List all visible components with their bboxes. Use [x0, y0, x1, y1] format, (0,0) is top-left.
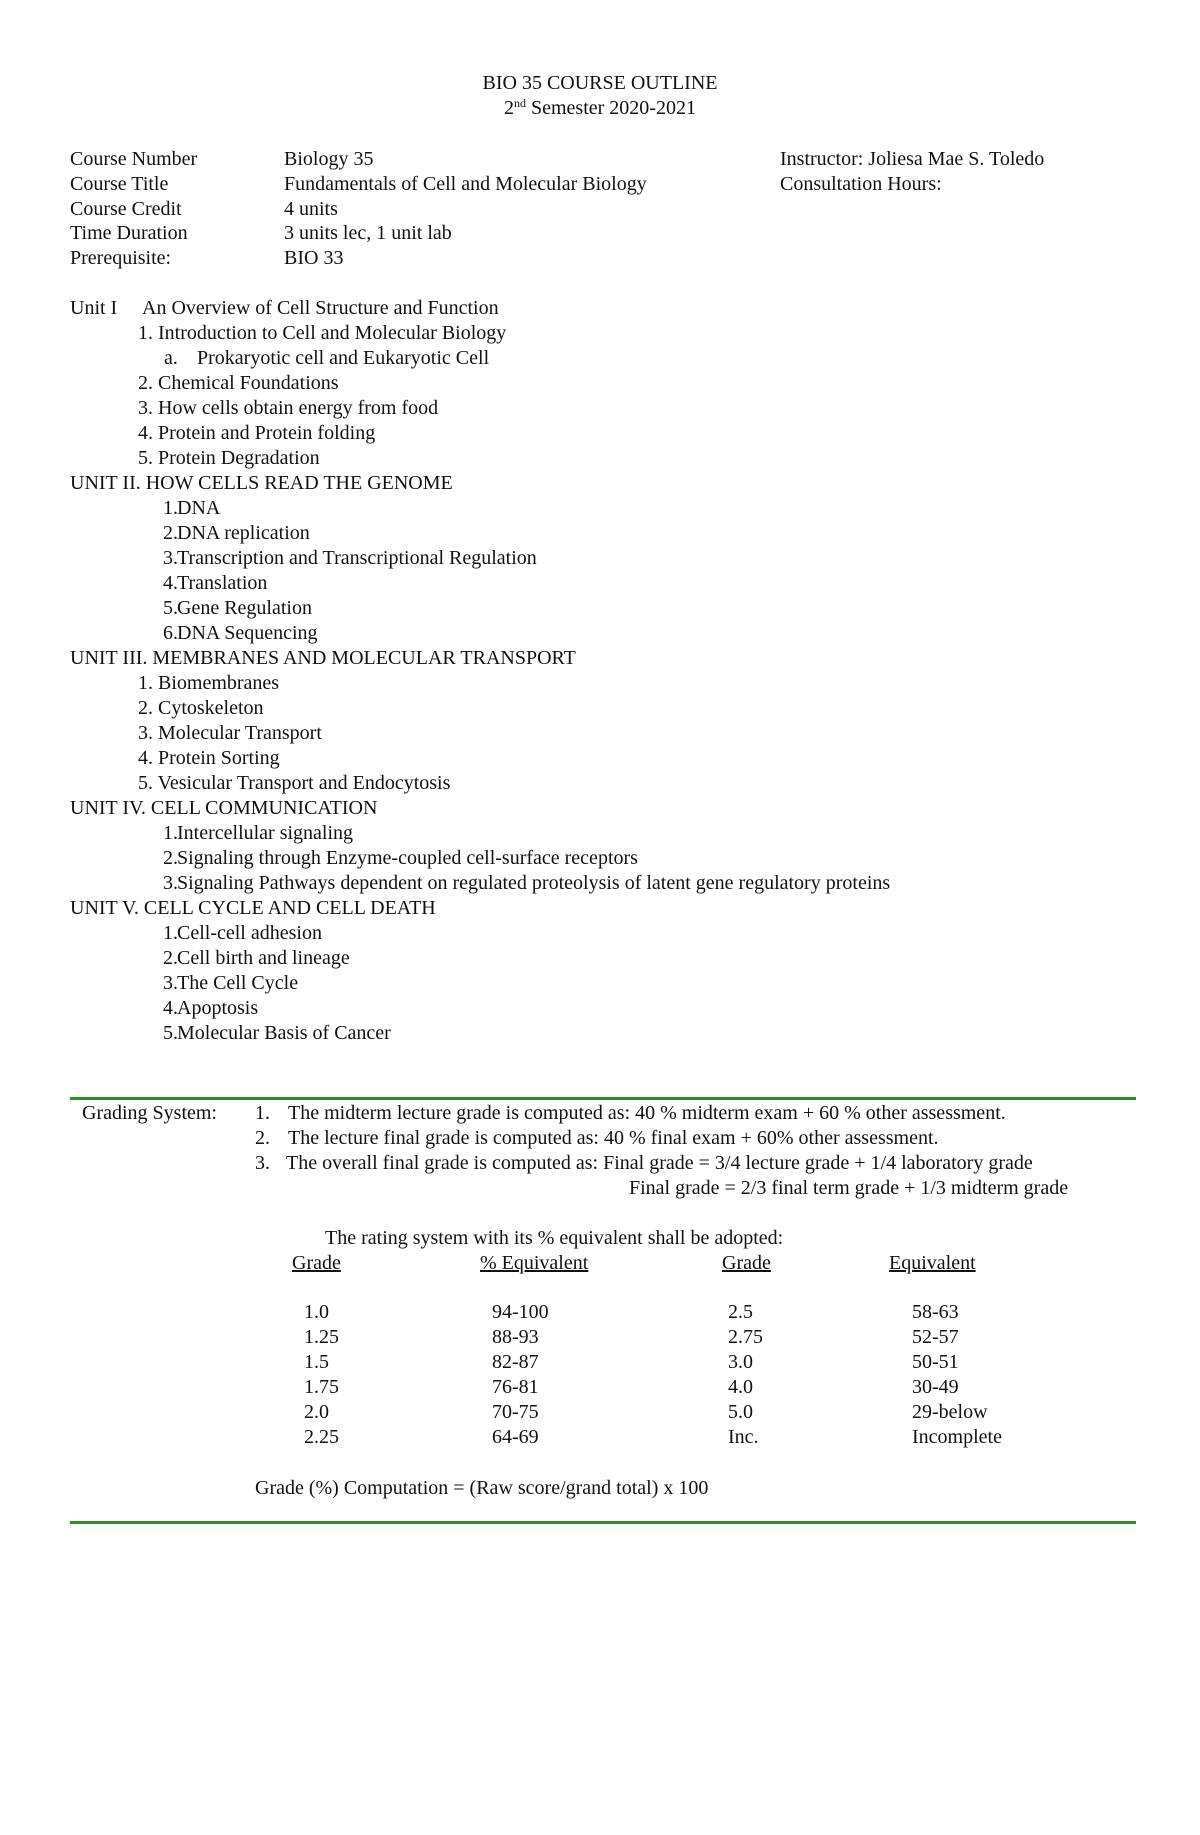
unit-1-label: Unit I	[70, 297, 118, 319]
list-item: 1. Introduction to Cell and Molecular Biology	[138, 322, 507, 344]
list-item: 2. Cytoskeleton	[138, 697, 264, 719]
table-cell: Incomplete	[912, 1426, 1002, 1448]
table-cell: 1.5	[304, 1351, 329, 1373]
table-cell: 94-100	[492, 1301, 549, 1323]
divider-top	[70, 1097, 1136, 1100]
list-item: 1. Biomembranes	[138, 672, 280, 694]
list-item: Apoptosis	[177, 997, 259, 1019]
table-cell: 52-57	[912, 1326, 959, 1348]
list-item: Molecular Basis of Cancer	[177, 1022, 391, 1044]
list-item: DNA	[177, 497, 221, 519]
list-item: 5. Protein Degradation	[138, 447, 320, 469]
grading-rule-number: 2.	[255, 1127, 270, 1149]
table-cell: 64-69	[492, 1426, 539, 1448]
list-item-number: 2.	[163, 947, 178, 969]
unit-2-heading: UNIT II. HOW CELLS READ THE GENOME	[70, 472, 453, 494]
course-title-label: Course Title	[70, 173, 169, 195]
table-cell: 82-87	[492, 1351, 539, 1373]
list-item: Signaling through Enzyme-coupled cell-surface receptors	[177, 847, 638, 869]
grade-computation: Grade (%) Computation = (Raw score/grand total) x 100	[255, 1477, 709, 1499]
table-cell: 2.0	[304, 1401, 329, 1423]
list-item: Gene Regulation	[177, 597, 312, 619]
time-duration-label: Time Duration	[70, 222, 188, 244]
grading-rule: The midterm lecture grade is computed as: 40 % midterm exam + 60 % other assessment.	[288, 1102, 1006, 1124]
instructor: Instructor: Joliesa Mae S. Toledo	[780, 148, 1045, 170]
table-header-grade: Grade	[292, 1252, 341, 1274]
list-item: DNA Sequencing	[177, 622, 318, 644]
prerequisite-value: BIO 33	[284, 247, 344, 269]
grading-rule-number: 3.	[255, 1152, 270, 1174]
table-cell: 1.0	[304, 1301, 329, 1323]
course-number-value: Biology 35	[284, 148, 374, 170]
table-cell: Inc.	[728, 1426, 759, 1448]
consultation-hours: Consultation Hours:	[780, 173, 942, 195]
list-item: 2. Chemical Foundations	[138, 372, 339, 394]
list-item: Transcription and Transcriptional Regulation	[177, 547, 537, 569]
list-item-number: 4.	[163, 572, 178, 594]
table-cell: 2.75	[728, 1326, 763, 1348]
list-item-number: 1.	[163, 922, 178, 944]
list-item-number: 3.	[163, 972, 178, 994]
divider-bottom	[70, 1521, 1136, 1524]
course-credit-value: 4 units	[284, 198, 338, 220]
list-item-number: 2.	[163, 522, 178, 544]
list-item: Intercellular signaling	[177, 822, 354, 844]
list-item-number: 6.	[163, 622, 178, 644]
list-item-number: 5.	[163, 597, 178, 619]
list-item: 4. Protein and Protein folding	[138, 422, 376, 444]
semester-line: 2nd Semester 2020-2021	[504, 96, 696, 119]
grading-rule: The overall final grade is computed as: Final grade = 3/4 lecture grade + 1/4 laboratory grade	[286, 1152, 1033, 1174]
table-cell: 2.5	[728, 1301, 753, 1323]
sub-item-letter: a.	[164, 347, 178, 369]
rating-intro: The rating system with its % equivalent shall be adopted:	[325, 1227, 784, 1249]
table-cell: 88-93	[492, 1326, 539, 1348]
sub-item: Prokaryotic cell and Eukaryotic Cell	[197, 347, 490, 369]
table-cell: 29-below	[912, 1401, 988, 1423]
table-header-equivalent: Equivalent	[889, 1252, 976, 1274]
list-item: Translation	[177, 572, 268, 594]
time-duration-value: 3 units lec, 1 unit lab	[284, 222, 452, 244]
list-item-number: 2.	[163, 847, 178, 869]
list-item: Cell birth and lineage	[177, 947, 350, 969]
table-cell: 1.75	[304, 1376, 339, 1398]
grading-system-label: Grading System:	[82, 1102, 217, 1124]
unit-4-heading: UNIT IV. CELL COMMUNICATION	[70, 797, 378, 819]
list-item-number: 5.	[163, 1022, 178, 1044]
table-header-grade-2: Grade	[722, 1252, 771, 1274]
unit-3-heading: UNIT III. MEMBRANES AND MOLECULAR TRANSPORT	[70, 647, 576, 669]
table-cell: 2.25	[304, 1426, 339, 1448]
list-item-number: 3.	[163, 547, 178, 569]
document-title: BIO 35 COURSE OUTLINE	[482, 72, 718, 94]
list-item: Cell-cell adhesion	[177, 922, 322, 944]
table-cell: 50-51	[912, 1351, 959, 1373]
course-credit-label: Course Credit	[70, 198, 182, 220]
unit-5-heading: UNIT V. CELL CYCLE AND CELL DEATH	[70, 897, 436, 919]
course-title-value: Fundamentals of Cell and Molecular Biology	[284, 173, 647, 195]
table-cell: 76-81	[492, 1376, 539, 1398]
table-cell: 70-75	[492, 1401, 539, 1423]
table-cell: 1.25	[304, 1326, 339, 1348]
list-item-number: 1.	[163, 822, 178, 844]
list-item: The Cell Cycle	[177, 972, 299, 994]
table-cell: 3.0	[728, 1351, 753, 1373]
prerequisite-label: Prerequisite:	[70, 247, 172, 269]
table-cell: 5.0	[728, 1401, 753, 1423]
list-item: 3. Molecular Transport	[138, 722, 322, 744]
grading-rule-continuation: Final grade = 2/3 final term grade + 1/3 midterm grade	[629, 1177, 1069, 1199]
list-item-number: 1.	[163, 497, 178, 519]
list-item: 3. How cells obtain energy from food	[138, 397, 439, 419]
table-cell: 30-49	[912, 1376, 959, 1398]
table-cell: 4.0	[728, 1376, 753, 1398]
list-item: 5. Vesicular Transport and Endocytosis	[138, 772, 451, 794]
course-number-label: Course Number	[70, 148, 198, 170]
list-item: DNA replication	[177, 522, 310, 544]
list-item: 4. Protein Sorting	[138, 747, 280, 769]
table-header-percent-equivalent: % Equivalent	[480, 1252, 589, 1274]
grading-rule: The lecture final grade is computed as: 40 % final exam + 60% other assessment.	[288, 1127, 939, 1149]
list-item-number: 4.	[163, 997, 178, 1019]
grading-rule-number: 1.	[255, 1102, 270, 1124]
list-item-number: 3.	[163, 872, 178, 894]
table-cell: 58-63	[912, 1301, 959, 1323]
list-item: Signaling Pathways dependent on regulated proteolysis of latent gene regulatory proteins	[177, 872, 891, 894]
unit-1-title: An Overview of Cell Structure and Function	[142, 297, 499, 319]
